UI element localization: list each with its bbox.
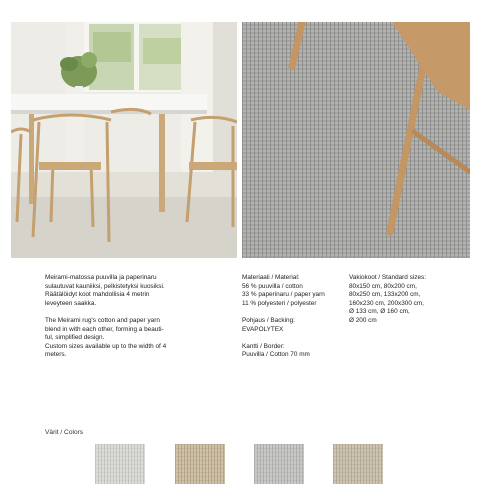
border-value: Puuvilla / Cotton 70 mm <box>242 351 310 359</box>
standard-sizes <box>349 274 459 326</box>
size-line: Ø 133 cm, Ø 160 cm, <box>349 308 410 316</box>
desc-en-line: meters. <box>45 351 67 359</box>
dining-room-photo <box>11 22 237 258</box>
size-line: Ø 200 cm <box>349 316 377 324</box>
material-line: 56 % puuvilla / cotton <box>242 282 303 290</box>
backing-heading: Pohjaus / Backing: <box>242 316 295 324</box>
size-line: 80x250 cm, 133x200 cm, <box>349 291 421 299</box>
desc-en-line: blend in with each other, forming a beauti- <box>45 325 164 333</box>
sizes-heading: Vakiokoot / Standard sizes: <box>349 274 426 281</box>
description-text <box>45 274 195 360</box>
swatch-sand[interactable] <box>333 444 383 484</box>
material-line: 33 % paperinaru / paper yarn <box>242 291 325 299</box>
backing-value: EVAPOLYTEX <box>242 325 284 333</box>
desc-fi-line: leveyteen saakka. <box>45 299 97 307</box>
desc-fi-line: Räätälöidyt koot mahdollisia 4 metrin <box>45 291 150 299</box>
material-heading: Materiaali / Material: <box>242 274 300 281</box>
swatch-light-grey[interactable] <box>254 444 304 484</box>
swatch-beige[interactable] <box>175 444 225 484</box>
desc-fi-line: Meirami-matossa puuvilla ja paperinaru <box>45 274 157 281</box>
rug-closeup-photo <box>242 22 470 258</box>
desc-fi-line: sulautuvat kauniiksi, pelkistetyksi kuosiksi. <box>45 282 165 290</box>
desc-en-line: The Meirami rug's cotton and paper yarn <box>45 316 160 324</box>
colors-title: Värit / Colors <box>45 429 84 436</box>
header-partial-text <box>150 0 330 5</box>
size-line: 160x230 cm, 200x300 cm, <box>349 299 424 307</box>
material-line: 11 % polyesteri / polyester <box>242 299 317 307</box>
size-line: 80x150 cm, 80x200 cm, <box>349 282 417 290</box>
border-heading: Kantti / Border: <box>242 342 285 350</box>
desc-en-line: ful, simplified design. <box>45 334 105 342</box>
desc-en-line: Custom sizes available up to the width of 4 <box>45 342 167 350</box>
swatch-white-grey[interactable] <box>95 444 145 484</box>
material-info <box>242 274 342 360</box>
